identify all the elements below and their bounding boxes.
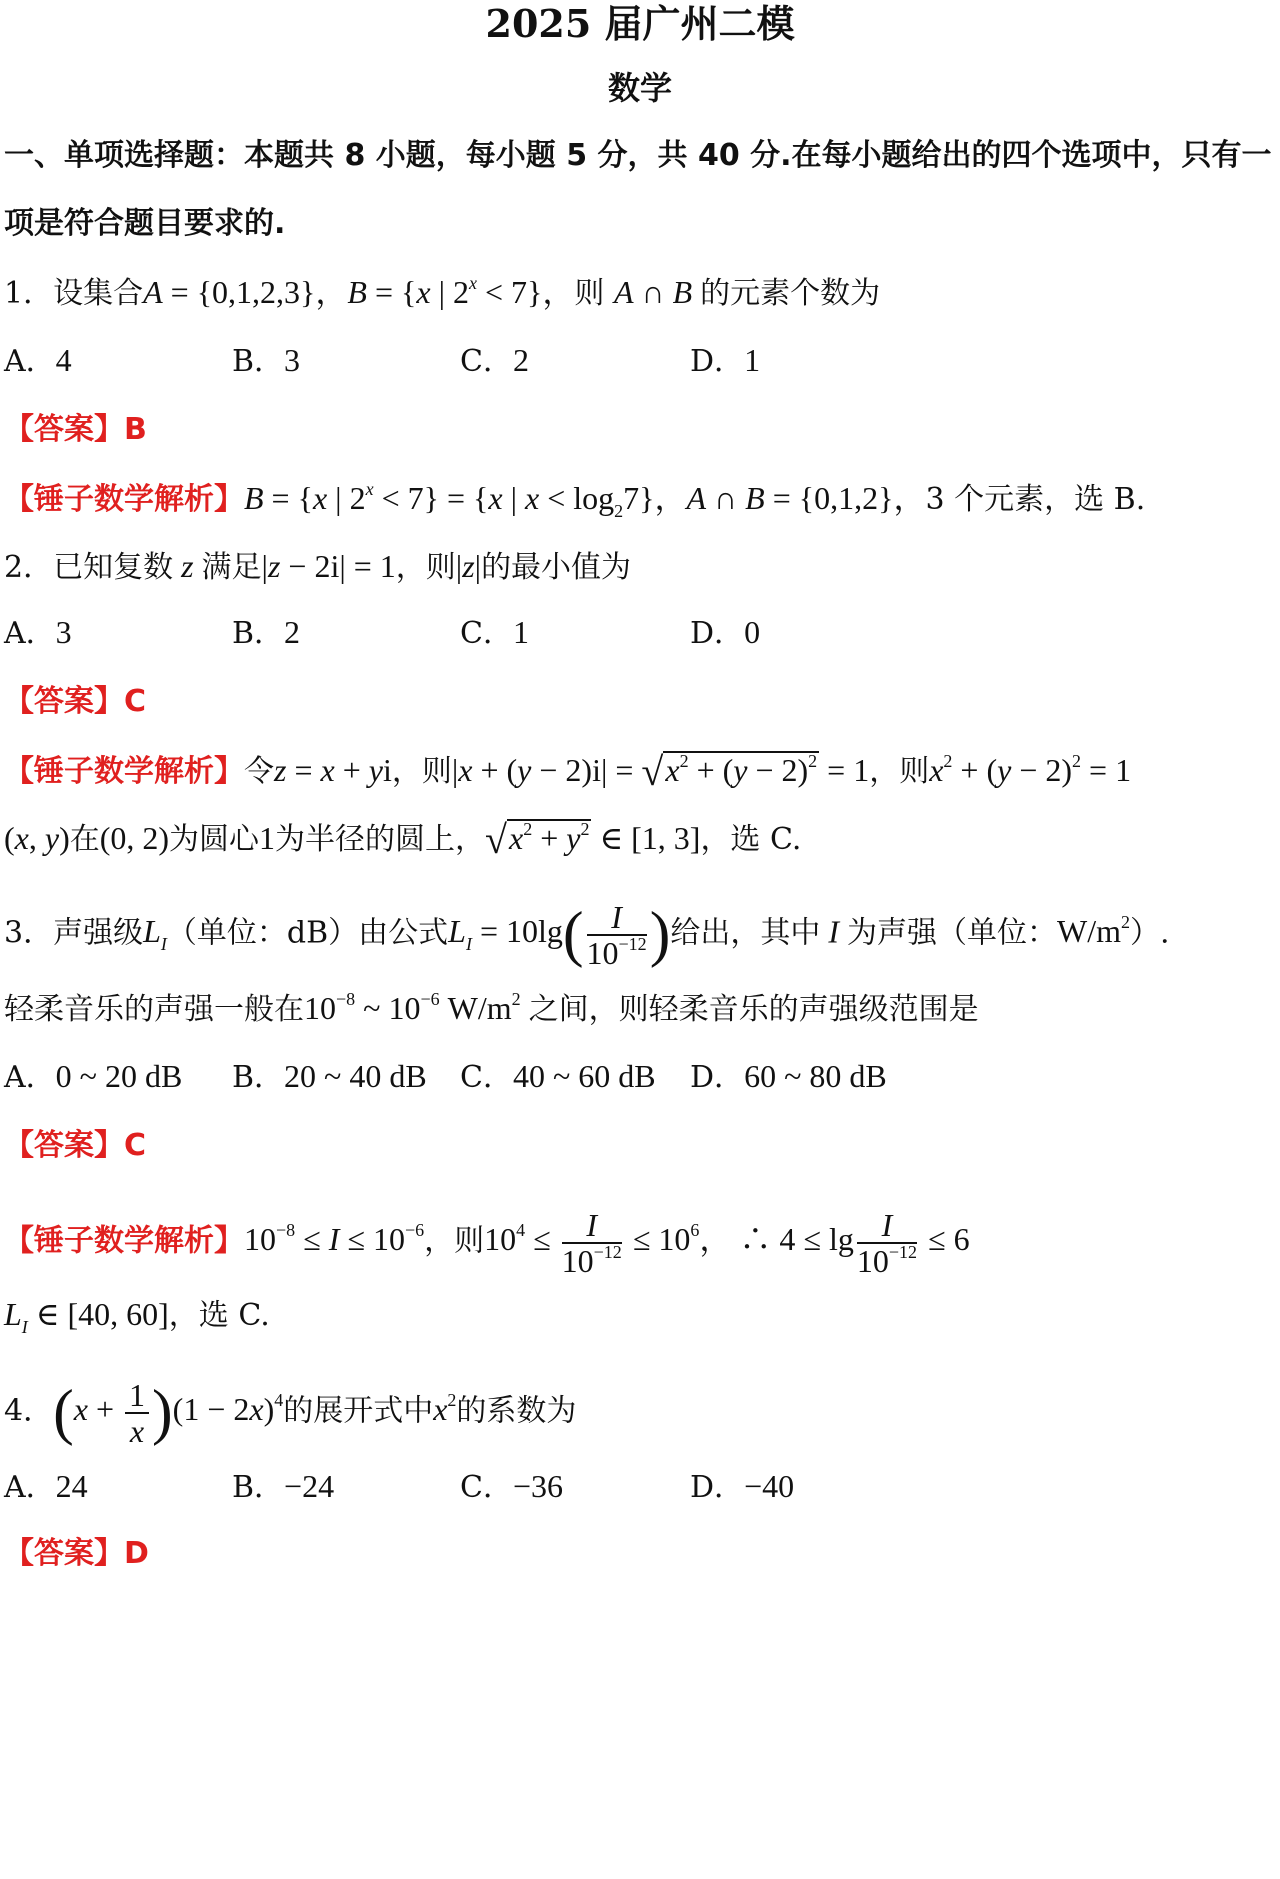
- option-c: C．1: [460, 614, 529, 651]
- analysis-3-line2: $L_I$ ∈ [40, 60]，选 C.: [4, 1296, 270, 1337]
- stem-text: 设集合: [53, 276, 144, 311]
- analysis-label: 【锤子数学解析】: [4, 482, 244, 517]
- answer-2: 【答案】C: [4, 684, 147, 719]
- answer-4: 【答案】D: [4, 1536, 149, 1571]
- question-number: 3．: [4, 915, 54, 951]
- question-2-stem: 2．已知复数 z 满足|z − 2i| = 1，则|z|的最小值为: [4, 548, 632, 585]
- math-expression: |z − 2i| = 1: [261, 548, 396, 584]
- option-d: D．60 ~ 80 dB: [690, 1058, 887, 1095]
- option-b: B．−24: [232, 1468, 335, 1505]
- math-expression: |z|: [455, 548, 482, 584]
- page-subtitle: 数学: [607, 69, 672, 107]
- option-a: A．4: [4, 342, 72, 379]
- math-expression: A ∩ B: [613, 274, 693, 310]
- question-number: 2．: [4, 550, 54, 585]
- option-c: C．2: [460, 342, 529, 379]
- option-b: B．3: [232, 342, 301, 379]
- question-number: 1．: [4, 276, 54, 311]
- analysis-label: 【锤子数学解析】: [4, 1223, 244, 1259]
- math-expression: B = {x | $2^x < 7\} = \{x$ | $x < \log_27$}，A ∩ B = {0,1,2}，: [244, 479, 926, 521]
- option-a: A．0 ~ 20 dB: [4, 1058, 183, 1095]
- option-a: A．3: [4, 614, 72, 651]
- section-heading-line1: 一、单项选择题：本题共 8 小题，每小题 5 分，共 40 分.在每小题给出的四个选项中，只有一: [4, 138, 1272, 173]
- option-d: D．0: [690, 614, 761, 651]
- analysis-label: 【锤子数学解析】: [4, 754, 244, 789]
- question-1-stem: [4, 272, 880, 314]
- stem-text: 则: [574, 276, 614, 311]
- analysis-1: 【锤子数学解析】B = {x | $2^x < 7\} = \{x$ | $x < \log_27$}，A ∩ B = {0,1,2}，3 个元素，选 B.: [4, 479, 1146, 521]
- section-heading-line2: 项是符合题目要求的.: [4, 206, 286, 241]
- page-title: 2025 届广州二模: [485, 1, 795, 46]
- stem-text: 的元素个数为: [700, 276, 881, 311]
- analysis-2-line2: (x, y)在(0, 2)为圆心1为半径的圆上，$√x^2 + y^2$ ∈ [1, 3]，选 C.: [4, 817, 802, 862]
- option-b: B．20 ~ 40 dB: [232, 1058, 427, 1095]
- analysis-2-line1: 【锤子数学解析】令z = x + yi，则$|x + (y - 2)i| = √x^2 + (y - 2)^2 = 1$，则$x^2 + (y - 2)^2 = 1$: [4, 749, 1132, 794]
- question-number: 4．: [4, 1393, 54, 1429]
- analysis-3-line1: 【锤子数学解析】$10^{-8} \le I \le 10^{-6}$，则$10^4$ ≤ $\frac{I}{10^{-12}}$ ≤ $10^6$， ∴ 4 ≤ lg $\frac{I}{10^{-12}}$ ≤ 6: [4, 1207, 970, 1279]
- question-4-stem: 4．(x + $\frac{1}{x}$ )$(1 - 2x)^4$的展开式中$x^2$的系数为: [4, 1377, 577, 1449]
- math-expression: A = {0,1,2,3}，B = {x | $2^x < 7$}，: [143, 273, 575, 310]
- option-a: A．24: [4, 1468, 88, 1505]
- option-b: B．2: [232, 614, 301, 651]
- answer-3: 【答案】C: [4, 1128, 147, 1163]
- question-3-stem-line1: 3．声强级$L_I$（单位：dB）由公式$L_I = 10\lg$( $\frac{I}{10^{-12}}$ )给出，其中 I 为声强（单位：$W/m^2$）.: [4, 899, 1170, 971]
- option-c: C．−36: [460, 1468, 564, 1505]
- option-c: C．40 ~ 60 dB: [460, 1058, 656, 1095]
- option-d: D．1: [690, 342, 761, 379]
- answer-1: 【答案】B: [4, 412, 147, 447]
- question-3-stem-line2: 轻柔音乐的声强一般在$10^{-8}$ ~ $10^{-6}$ $W/m^2$ 之间，则轻柔音乐的声强级范围是: [4, 989, 979, 1027]
- option-d: D．−40: [690, 1468, 795, 1505]
